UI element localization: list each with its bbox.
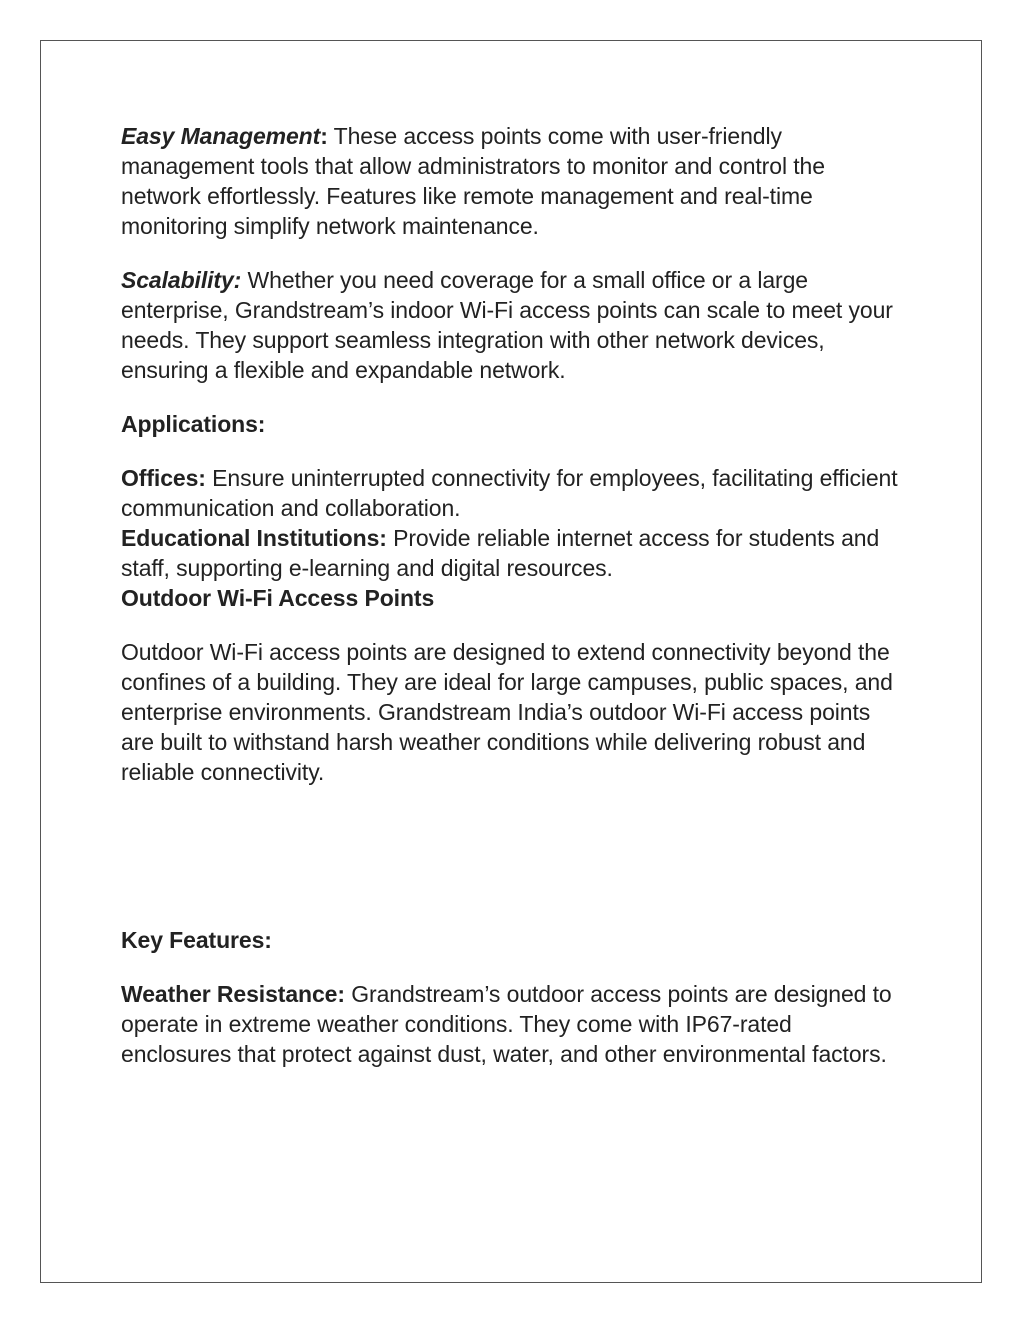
scalability-text: Whether you need coverage for a small office or a large enterprise, Grandstream’s indoor Wi-Fi access points can scale to meet your needs. They support seamless integration with other network devices, ensuring a flexible and expandable network. (121, 267, 893, 383)
outdoor-heading: Outdoor Wi-Fi Access Points (121, 585, 435, 611)
offices-text: Ensure uninterrupted connectivity for employees, facilitating efficient communication and collaboration. (121, 465, 898, 521)
page-content (121, 121, 901, 1069)
weather-resistance-text: Grandstream’s outdoor access points are designed to operate in extreme weather conditions. They come with IP67-rated enclosures that protect against dust, water, and other environmental factors. (121, 981, 892, 1067)
easy-management-paragraph (121, 121, 901, 241)
offices-paragraph (121, 463, 901, 523)
easy-management-colon: : (320, 123, 328, 149)
document-page (40, 40, 982, 1283)
easy-management-label: Easy Management (121, 123, 321, 149)
weather-resistance-label: Weather Resistance: (121, 981, 345, 1007)
key-features-heading: Key Features: (121, 927, 272, 953)
applications-heading: Applications: (121, 411, 266, 437)
educational-label: Educational Institutions: (121, 525, 387, 551)
scalability-label: Scalability: (121, 267, 242, 293)
educational-text: Provide reliable internet access for students and staff, supporting e-learning and digital resources. (121, 525, 880, 581)
educational-paragraph (121, 523, 901, 583)
easy-management-text: These access points come with user-friendly management tools that allow administrators to monitor and control the network effortlessly. Features like remote management and real-time monitoring simplify network maintenance. (121, 123, 825, 239)
outdoor-intro-paragraph: Outdoor Wi-Fi access points are designed to extend connectivity beyond the confines of a building. They are ideal for large campuses, public spaces, and enterprise environments. Grandstream India’s outdoor Wi-Fi access points are built to withstand harsh weather conditions while delivering robust and reliable connectivity. (121, 639, 893, 785)
offices-label: Offices: (121, 465, 206, 491)
weather-resistance-paragraph (121, 979, 901, 1069)
scalability-paragraph (121, 265, 901, 385)
